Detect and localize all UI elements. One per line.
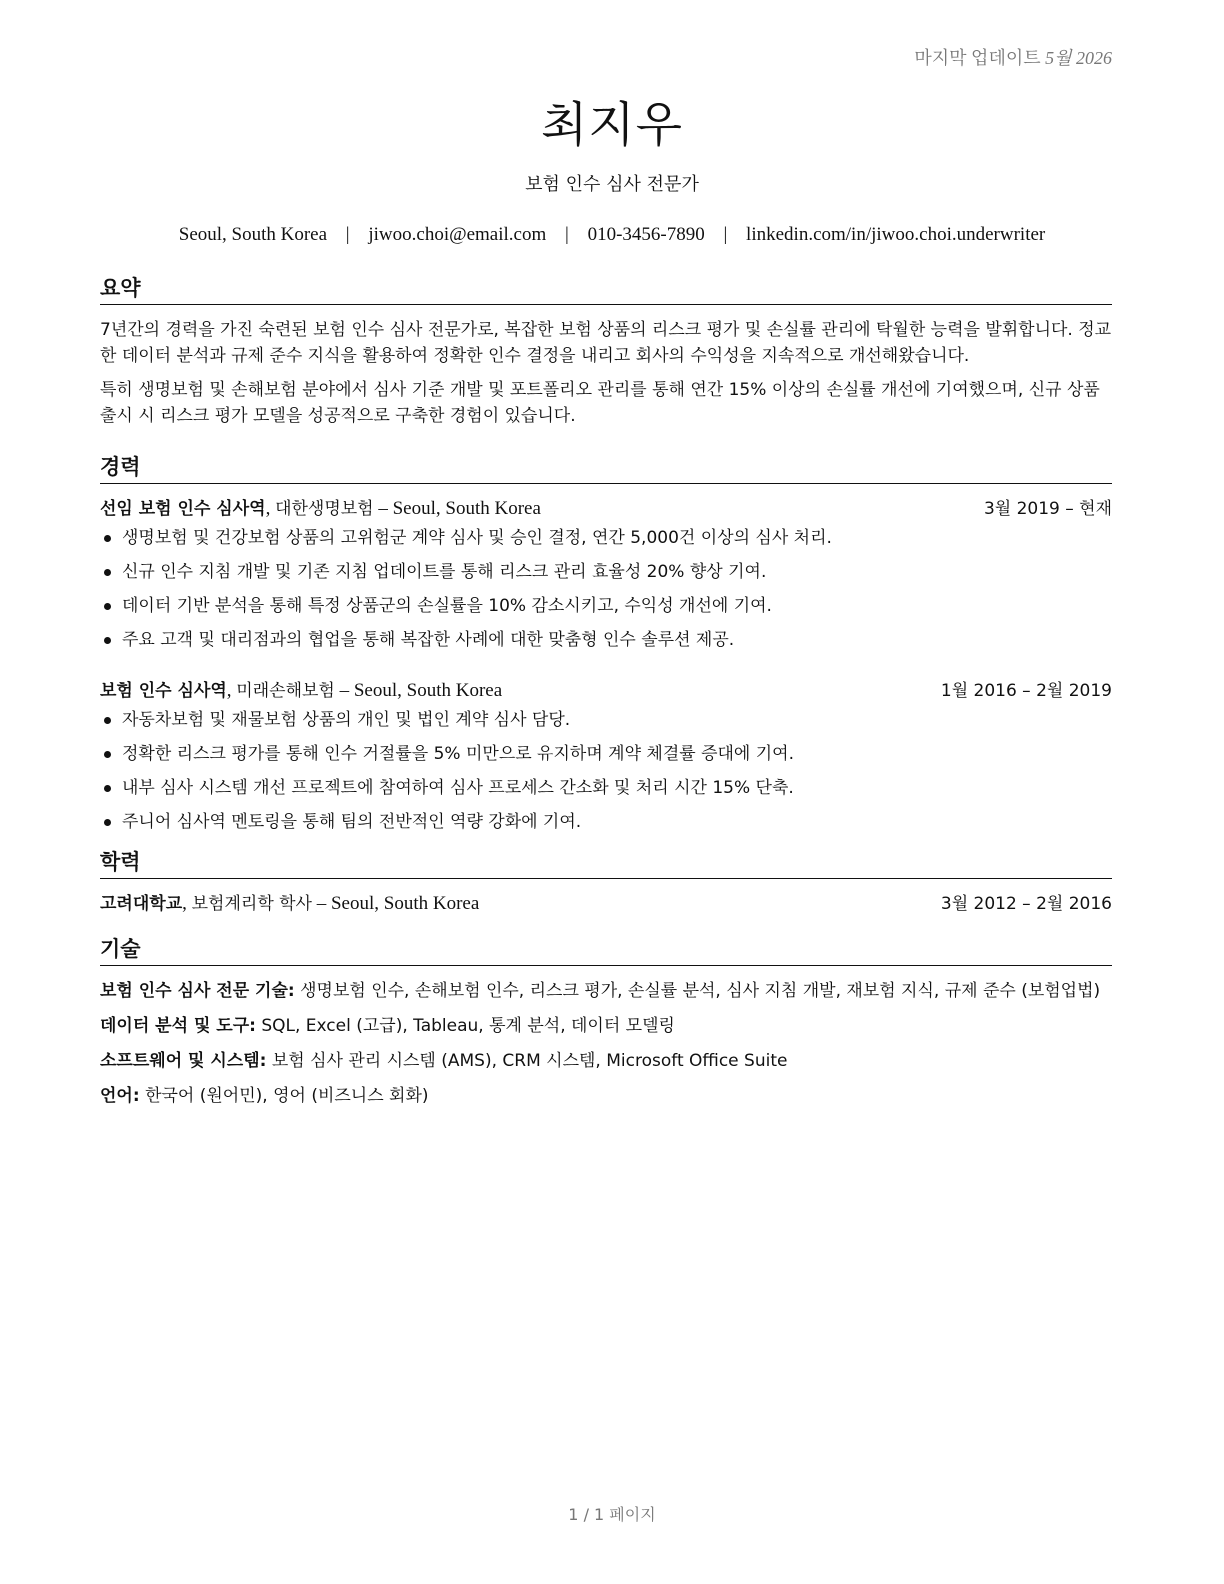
summary-paragraph: 특히 생명보험 및 손해보험 분야에서 심사 기준 개발 및 포트폴리오 관리를 통해 연간 15% 이상의 손실률 개선에 기여했으며, 신규 상품 출시 시 리스크 평가 모델을 성공적으로 구축한 경험이 있습니다.	[100, 380, 1100, 426]
skill-label: 언어:	[100, 1086, 140, 1106]
skill-label: 보험 인수 심사 전문 기술:	[100, 981, 295, 1001]
skill-row	[100, 1048, 1112, 1074]
job-bullet: 자동차보험 및 재물보험 상품의 개인 및 법인 계약 심사 담당.	[100, 708, 1112, 732]
job-company: 대한생명보험	[275, 499, 374, 519]
skill-label: 소프트웨어 및 시스템:	[100, 1051, 267, 1071]
contact-separator: |	[565, 224, 569, 245]
job-bullet: 데이터 기반 분석을 통해 특정 상품군의 손실률을 10% 감소시키고, 수익성 개선에 기여.	[100, 594, 1112, 618]
skill-row	[100, 978, 1112, 1004]
skill-row	[100, 1013, 1112, 1039]
summary-heading: 요약	[100, 272, 1112, 305]
last-updated-prefix: 마지막 업데이트	[914, 48, 1041, 68]
job-bullet: 신규 인수 지침 개발 및 기존 지침 업데이트를 통해 리스크 관리 효율성 20% 향상 기여.	[100, 560, 1112, 584]
education-entry: 고려대학교, 보험계리학 학사 – Seoul, South Korea 3월 2012 – 2월 2016	[100, 891, 1112, 917]
summary-paragraph: 7년간의 경력을 가진 숙련된 보험 인수 심사 전문가로, 복잡한 보험 상품의 리스크 평가 및 손실률 관리에 탁월한 능력을 발휘합니다. 정교한 데이터 분석과 규제 준수 지식을 활용하여 정확한 인수 결정을 내리고 회사의 수익성을 지속적으로 개선해왔습니다.	[100, 320, 1112, 366]
education-school: 고려대학교	[100, 894, 183, 914]
education-heading: 학력	[100, 846, 1112, 879]
skill-row	[100, 1083, 1112, 1109]
job-bullets	[100, 708, 1112, 834]
job-role: 보험 인수 심사역	[100, 681, 227, 701]
contact-line	[0, 224, 1224, 246]
summary-section	[100, 272, 1112, 429]
job-dash: –	[378, 498, 388, 519]
job-date: 3월 2019 – 현재	[983, 499, 1112, 519]
skill-value: 보험 심사 관리 시스템 (AMS), CRM 시스템, Microsoft Office Suite	[271, 1051, 788, 1071]
job-header: 보험 인수 심사역, 미래손해보험 – Seoul, South Korea 1월 2016 – 2월 2019	[100, 678, 1112, 704]
skill-label: 데이터 분석 및 도구:	[100, 1016, 256, 1036]
education-degree: 보험계리학 학사	[191, 894, 312, 914]
job-bullet: 주니어 심사역 멘토링을 통해 팀의 전반적인 역량 강화에 기여.	[100, 810, 1112, 834]
skill-value: SQL, Excel (고급), Tableau, 통계 분석, 데이터 모델링	[261, 1016, 675, 1036]
contact-separator: |	[345, 224, 350, 245]
resume-body	[100, 272, 1112, 1118]
job-bullet: 생명보험 및 건강보험 상품의 고위험군 계약 심사 및 승인 결정, 연간 5,000건 이상의 심사 처리.	[100, 526, 1112, 550]
job-role: 선임 보험 인수 심사역	[100, 499, 266, 519]
skill-value: 생명보험 인수, 손해보험 인수, 리스크 평가, 손실률 분석, 심사 지침 개발, 재보험 지식, 규제 준수 (보험업법)	[300, 981, 1101, 1001]
contact-linkedin[interactable]: linkedin.com/in/jiwoo.choi.underwriter	[746, 224, 1046, 245]
skills-section	[100, 933, 1112, 1109]
job-location: Seoul, South Korea	[353, 680, 503, 701]
last-updated	[914, 44, 1112, 70]
skills-heading: 기술	[100, 933, 1112, 966]
experience-heading: 경력	[100, 451, 1112, 484]
skill-value: 한국어 (원어민), 영어 (비즈니스 회화)	[145, 1086, 429, 1106]
job-company: 미래손해보험	[236, 681, 335, 701]
candidate-name: 최지우	[540, 97, 684, 153]
contact-separator: |	[723, 224, 728, 245]
experience-section	[100, 451, 1112, 834]
page-number: 1 / 1 페이지	[568, 1505, 656, 1524]
job-bullets	[100, 526, 1112, 652]
last-updated-year: 2026	[1076, 48, 1112, 68]
job-header: 선임 보험 인수 심사역, 대한생명보험 – Seoul, South Korea 3월 2019 – 현재	[100, 496, 1112, 522]
job-date: 1월 2016 – 2월 2019	[940, 681, 1112, 701]
job-entry	[100, 678, 1112, 834]
contact-location: Seoul, South Korea	[178, 224, 328, 245]
job-bullet: 정확한 리스크 평가를 통해 인수 거절률을 5% 미만으로 유지하며 계약 체결률 증대에 기여.	[100, 742, 1112, 766]
education-dash: –	[316, 893, 327, 914]
contact-email[interactable]: jiwoo.choi@email.com	[368, 224, 547, 245]
job-bullet: 주요 고객 및 대리점과의 협업을 통해 복잡한 사례에 대한 맞춤형 인수 솔루션 제공.	[100, 628, 1112, 652]
contact-phone[interactable]: 010-3456-7890	[587, 224, 705, 245]
job-entry	[100, 496, 1112, 652]
education-section	[100, 846, 1112, 917]
education-date: 3월 2012 – 2월 2016	[940, 894, 1112, 914]
job-bullet: 내부 심사 시스템 개선 프로젝트에 참여하여 심사 프로세스 간소화 및 처리 시간 15% 단축.	[100, 776, 1112, 800]
job-location: Seoul, South Korea	[392, 498, 541, 519]
candidate-title: 보험 인수 심사 전문가	[525, 174, 699, 195]
last-updated-month: 5월	[1045, 48, 1072, 68]
job-dash: –	[339, 680, 350, 701]
education-location: Seoul, South Korea	[330, 893, 480, 914]
